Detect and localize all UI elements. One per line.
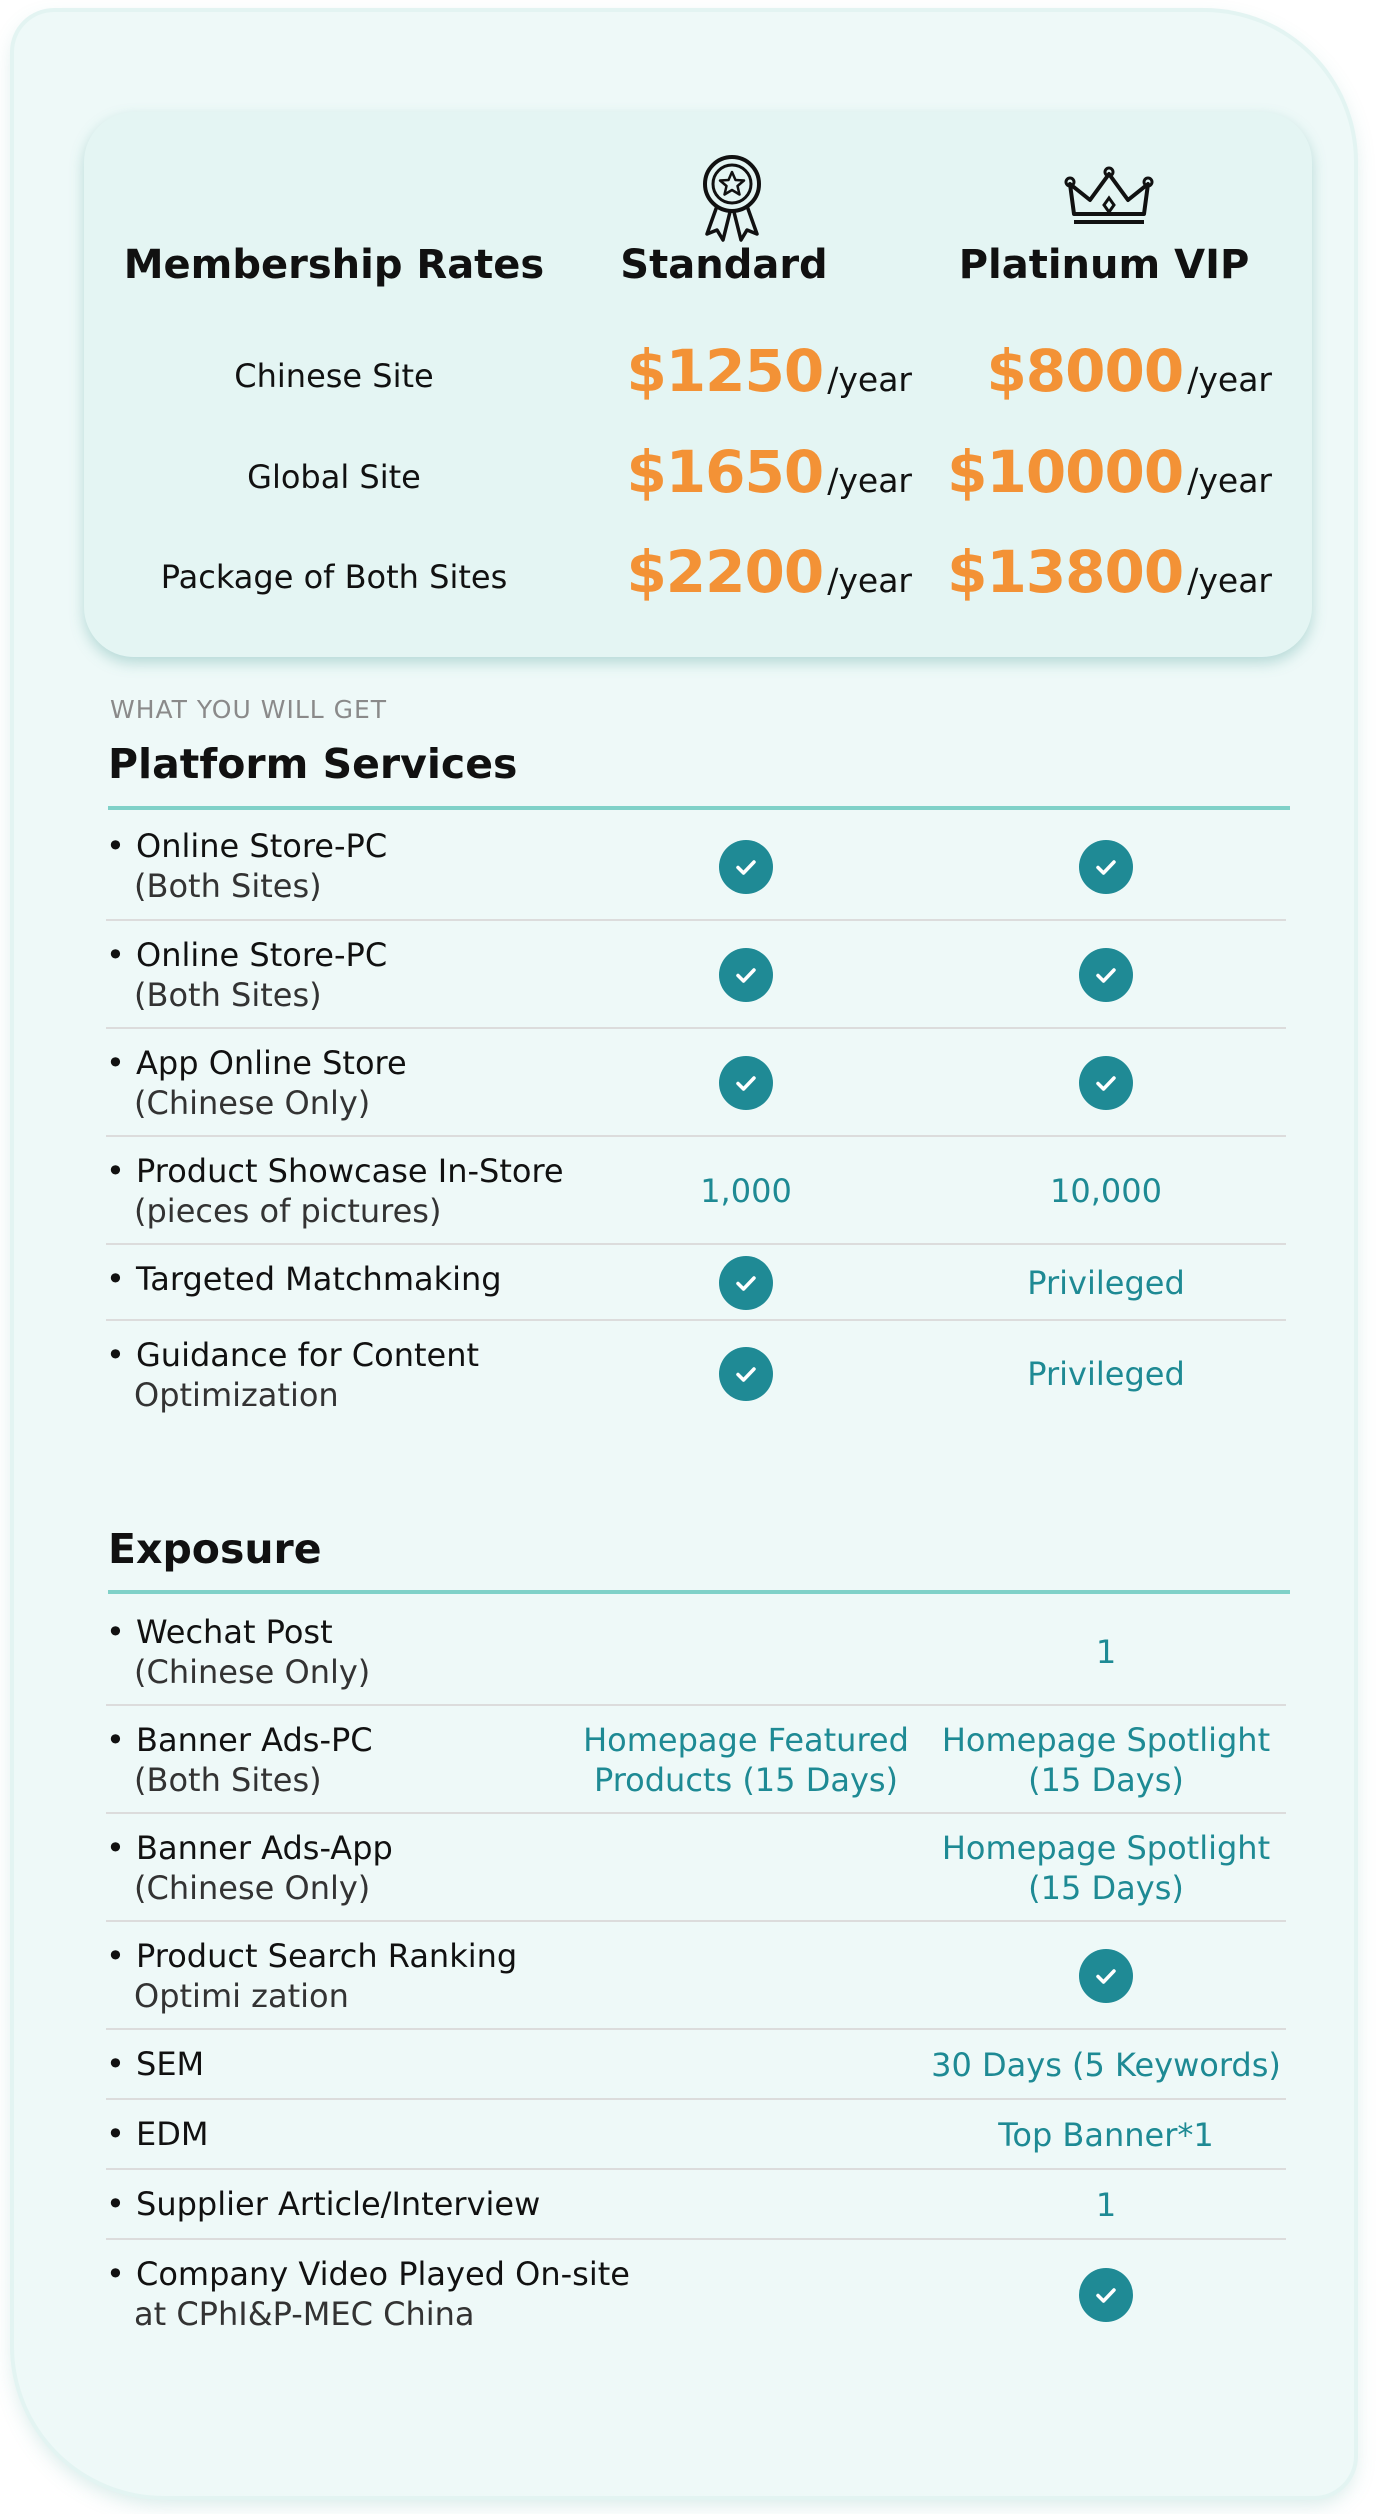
- bullet: •: [106, 1152, 125, 1190]
- vip-price: $8000 /year: [986, 337, 1272, 405]
- platform-services-title: Platform Services: [108, 740, 518, 788]
- feature-label: Targeted Matchmaking: [136, 1260, 502, 1298]
- table-row: [106, 1814, 1286, 1922]
- standard-price: $1650 /year: [626, 438, 912, 506]
- rates-title: Membership Rates: [123, 242, 545, 288]
- table-row: [106, 1029, 1286, 1137]
- table-row: [106, 2240, 1286, 2350]
- feature-name: [106, 826, 387, 906]
- feature-sublabel: (Both Sites): [134, 1761, 322, 1799]
- checkmark-circle-icon: [1079, 1949, 1133, 2003]
- table-row: [106, 2100, 1286, 2170]
- feature-label: Guidance for Content: [136, 1336, 480, 1374]
- bullet: •: [106, 2255, 125, 2293]
- feature-label: App Online Store: [136, 1044, 407, 1082]
- membership-card: [14, 12, 1354, 2496]
- bullet: •: [106, 936, 125, 974]
- feature-label: EDM: [136, 2115, 209, 2153]
- table-row: [106, 2030, 1286, 2100]
- feature-label: Supplier Article/Interview: [136, 2185, 541, 2223]
- bullet: •: [106, 1829, 125, 1867]
- rate-row-global: [84, 438, 1312, 518]
- table-row: [106, 1706, 1286, 1814]
- crown-icon: [1064, 166, 1154, 228]
- checkmark-circle-icon: [719, 1347, 773, 1401]
- feature-name: [106, 1612, 370, 1692]
- bullet: •: [106, 1613, 125, 1651]
- feature-sublabel: at CPhI&P-MEC China: [134, 2295, 475, 2333]
- feature-name: [106, 2184, 540, 2224]
- platform-divider: [108, 806, 1290, 810]
- feature-name: [106, 1828, 393, 1908]
- vip-value: Privileged: [1027, 1354, 1185, 1393]
- table-row: [106, 1137, 1286, 1245]
- feature-name: [106, 2044, 204, 2084]
- table-row: [106, 1598, 1286, 1706]
- feature-sublabel: (Both Sites): [134, 867, 322, 905]
- feature-name: [106, 1936, 517, 2016]
- feature-label: Wechat Post: [136, 1613, 333, 1651]
- feature-sublabel: Optimi zation: [134, 1977, 349, 2015]
- vip-value: 1: [1095, 1633, 1117, 1671]
- checkmark-circle-icon: [719, 948, 773, 1002]
- checkmark-circle-icon: [1079, 1056, 1133, 1110]
- vip-value: Top Banner*1: [998, 2116, 1214, 2154]
- rate-label: Global Site: [247, 458, 421, 496]
- rates-panel: [84, 112, 1312, 657]
- table-row: [106, 1922, 1286, 2030]
- table-row: [106, 1321, 1286, 1426]
- checkmark-circle-icon: [1079, 840, 1133, 894]
- rate-label: Chinese Site: [234, 357, 434, 395]
- feature-name: [106, 1043, 407, 1123]
- feature-sublabel: (Chinese Only): [134, 1869, 371, 1907]
- standard-value: Homepage Featured Products (15 Days): [583, 1721, 909, 1799]
- exposure-divider: [108, 1590, 1290, 1594]
- bullet: •: [106, 1336, 125, 1374]
- checkmark-circle-icon: [719, 1056, 773, 1110]
- standard-column-header: Standard: [620, 242, 828, 288]
- bullet: •: [106, 2115, 125, 2153]
- checkmark-circle-icon: [719, 1256, 773, 1310]
- feature-name: [106, 1335, 479, 1415]
- feature-label: Product Search Ranking: [136, 1937, 518, 1975]
- feature-sublabel: (pieces of pictures): [134, 1192, 442, 1230]
- bullet: •: [106, 2185, 125, 2223]
- feature-label: Company Video Played On-site: [136, 2255, 630, 2293]
- feature-sublabel: (Chinese Only): [134, 1084, 371, 1122]
- feature-name: [106, 935, 387, 1015]
- table-row: [106, 1245, 1286, 1321]
- checkmark-circle-icon: [1079, 2268, 1133, 2322]
- feature-label: SEM: [136, 2045, 205, 2083]
- feature-sublabel: (Chinese Only): [134, 1653, 371, 1691]
- bullet: •: [106, 827, 125, 865]
- feature-name: [106, 2114, 208, 2154]
- table-row: [106, 921, 1286, 1029]
- standard-price: $1250 /year: [626, 337, 912, 405]
- rate-row-package: [84, 538, 1312, 618]
- feature-name: [106, 1151, 564, 1231]
- feature-label: Banner Ads-PC: [136, 1721, 373, 1759]
- rate-row-chinese: [84, 337, 1312, 417]
- vip-price: $10000 /year: [947, 438, 1272, 506]
- feature-name: [106, 2254, 630, 2334]
- bullet: •: [106, 1937, 125, 1975]
- standard-value: 1,000: [700, 1172, 792, 1210]
- feature-label: Online Store-PC: [136, 827, 388, 865]
- bullet: •: [106, 2045, 125, 2083]
- vip-value: Privileged: [1027, 1264, 1185, 1302]
- vip-value: 1: [1095, 2186, 1117, 2224]
- vip-value: Homepage Spotlight (15 Days): [941, 1829, 1271, 1907]
- exposure-title: Exposure: [108, 1525, 322, 1573]
- standard-price: $2200 /year: [626, 538, 912, 606]
- vip-value: Homepage Spotlight (15 Days): [941, 1721, 1271, 1799]
- award-ribbon-icon: [697, 152, 767, 244]
- bullet: •: [106, 1721, 125, 1759]
- checkmark-circle-icon: [1079, 948, 1133, 1002]
- feature-label: Product Showcase In-Store: [136, 1152, 564, 1190]
- feature-sublabel: (Both Sites): [134, 976, 322, 1014]
- rate-label: Package of Both Sites: [160, 558, 508, 596]
- table-row: [106, 2170, 1286, 2240]
- table-row: [106, 812, 1286, 921]
- bullet: •: [106, 1260, 125, 1298]
- what-you-get-label: WHAT YOU WILL GET: [110, 695, 388, 724]
- feature-name: [106, 1259, 502, 1299]
- feature-name: [106, 1720, 373, 1800]
- vip-column-header: Platinum VIP: [958, 242, 1250, 288]
- vip-value: 30 Days (5 Keywords): [931, 2046, 1281, 2084]
- checkmark-circle-icon: [719, 840, 773, 894]
- feature-sublabel: Optimization: [134, 1376, 339, 1414]
- vip-value: 10,000: [1050, 1172, 1162, 1210]
- feature-label: Banner Ads-App: [136, 1829, 393, 1867]
- feature-label: Online Store-PC: [136, 936, 388, 974]
- vip-price: $13800 /year: [947, 538, 1272, 606]
- bullet: •: [106, 1044, 125, 1082]
